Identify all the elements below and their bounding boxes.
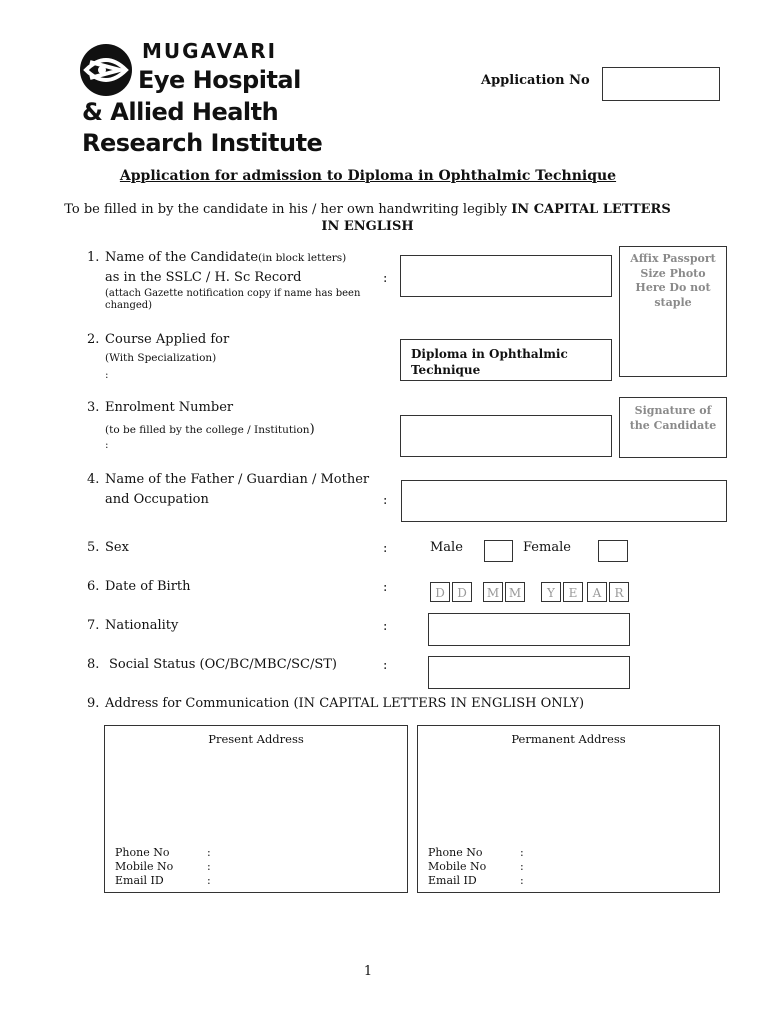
- q6-label: Date of Birth: [105, 579, 191, 594]
- female-checkbox[interactable]: [598, 540, 628, 562]
- dob-month-1[interactable]: M: [483, 582, 503, 602]
- q1-label-line-2: as in the SSLC / H. Sc Record: [105, 270, 302, 285]
- q3-colon: :: [105, 439, 109, 451]
- logo-text-line-3: & Allied Health: [82, 98, 279, 126]
- q3-note-text: (to be filled by the college / Institution: [105, 424, 310, 436]
- q1-label: [105, 250, 346, 265]
- q1-colon: :: [383, 271, 388, 286]
- permanent-phone-label: Phone No: [428, 846, 483, 859]
- q1-note: (attach Gazette notification copy if name has been changed): [105, 288, 361, 311]
- passport-photo-box[interactable]: [619, 246, 727, 377]
- present-mobile-label: Mobile No: [115, 860, 174, 873]
- dob-year-1[interactable]: Y: [541, 582, 561, 602]
- logo-text-line-2: Eye Hospital: [138, 66, 301, 94]
- permanent-email-colon: :: [520, 874, 524, 887]
- q1-inline-note: (in block letters): [258, 252, 347, 264]
- q8-colon: :: [383, 658, 388, 673]
- q3-note: [105, 422, 315, 437]
- present-phone-colon: :: [207, 846, 211, 859]
- q3-label: Enrolment Number: [105, 400, 234, 415]
- q2-label: Course Applied for: [105, 332, 230, 347]
- q7-colon: :: [383, 619, 388, 634]
- q1-label-text: Name of the Candidate: [105, 250, 259, 265]
- present-mobile-colon: :: [207, 860, 211, 873]
- dob-year-2[interactable]: E: [563, 582, 583, 602]
- enrolment-number-field[interactable]: [400, 415, 612, 457]
- hospital-logo-eye-icon: [80, 44, 132, 96]
- candidate-name-field[interactable]: [400, 255, 612, 297]
- q9-label: Address for Communication (IN CAPITAL LETTERS IN ENGLISH ONLY): [105, 696, 585, 711]
- q7-number: 7.: [87, 618, 100, 633]
- q4-number: 4.: [87, 472, 100, 487]
- form-title: Application for admission to Diploma in Ophthalmic Technique: [119, 168, 617, 184]
- q8-label: Social Status (OC/BC/MBC/SC/ST): [109, 657, 337, 672]
- male-label: Male: [430, 540, 463, 555]
- father-guardian-field[interactable]: [401, 480, 727, 522]
- q2-colon: :: [105, 369, 109, 381]
- logo-text-line-4: Research Institute: [82, 129, 323, 157]
- present-address-title: Present Address: [208, 732, 304, 746]
- q1-number: 1.: [87, 250, 100, 265]
- q3-note-paren: ): [309, 422, 315, 437]
- q4-label: Name of the Father / Guardian / Mother: [105, 472, 370, 487]
- dob-day-2[interactable]: D: [452, 582, 472, 602]
- application-no-field[interactable]: [602, 67, 720, 101]
- q5-label: Sex: [105, 540, 129, 555]
- q5-number: 5.: [87, 540, 100, 555]
- signature-box-label: Signature of the Candidate: [629, 404, 717, 432]
- logo-text-line-1: MUGAVARI: [142, 39, 278, 63]
- present-email-label: Email ID: [115, 874, 164, 887]
- photo-box-instruction: Affix Passport Size Photo Here Do not staple: [630, 252, 716, 309]
- present-email-colon: :: [207, 874, 211, 887]
- present-phone-label: Phone No: [115, 846, 170, 859]
- instruction-text: To be filled in by the candidate in his / her own handwriting legibly: [64, 202, 512, 217]
- permanent-address-box[interactable]: [417, 725, 720, 893]
- male-checkbox[interactable]: [484, 540, 513, 562]
- female-label: Female: [523, 540, 571, 555]
- form-instruction: [55, 201, 680, 235]
- dob-year-3[interactable]: A: [587, 582, 607, 602]
- q5-colon: :: [383, 541, 388, 556]
- signature-box[interactable]: [619, 397, 727, 458]
- dob-day-1[interactable]: D: [430, 582, 450, 602]
- course-applied-value: Diploma in Ophthalmic Technique: [411, 347, 568, 377]
- q3-number: 3.: [87, 400, 100, 415]
- q4-label-line-2: and Occupation: [105, 492, 209, 507]
- q9-number: 9.: [87, 696, 100, 711]
- dob-month-2[interactable]: M: [505, 582, 525, 602]
- q6-colon: :: [383, 580, 388, 595]
- permanent-email-label: Email ID: [428, 874, 477, 887]
- q4-colon: :: [383, 493, 388, 508]
- q2-note: (With Specialization): [105, 352, 217, 364]
- nationality-field[interactable]: [428, 613, 630, 646]
- q6-number: 6.: [87, 579, 100, 594]
- q8-number: 8.: [87, 657, 100, 672]
- permanent-phone-colon: :: [520, 846, 524, 859]
- page-number: 1: [363, 964, 373, 979]
- permanent-mobile-colon: :: [520, 860, 524, 873]
- permanent-mobile-label: Mobile No: [428, 860, 487, 873]
- permanent-address-title: Permanent Address: [511, 732, 626, 746]
- course-applied-field[interactable]: [400, 339, 612, 381]
- dob-year-4[interactable]: R: [609, 582, 629, 602]
- q7-label: Nationality: [105, 618, 179, 633]
- application-no-label: Application No: [481, 73, 590, 88]
- social-status-field[interactable]: [428, 656, 630, 689]
- q2-number: 2.: [87, 332, 100, 347]
- instruction-bold-text: IN CAPITAL LETTERS IN ENGLISH: [321, 202, 671, 234]
- present-address-box[interactable]: [104, 725, 408, 893]
